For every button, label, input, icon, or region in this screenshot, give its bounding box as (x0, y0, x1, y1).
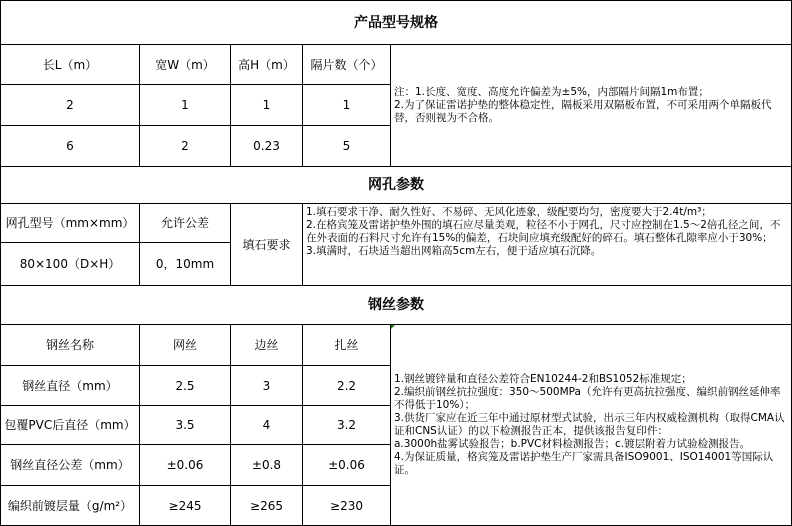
spec-note-line-1: 注：1.长度、宽度、高度允许偏差为±5%，内部隔片间隔1m布置； (394, 86, 709, 98)
mesh-fill-line-3: 3.填满时，石块适当超出网箱高5cm左右，便于适应填石沉降。 (306, 245, 602, 257)
spec-row1-length: 2 (0, 84, 140, 126)
wire-row4-tie: ≥230 (302, 485, 391, 526)
mesh-fill-notes (302, 203, 792, 286)
cell-comment-marker (391, 325, 395, 329)
wire-row2-edge: 4 (230, 405, 303, 445)
wire-row3-mesh: ±0.06 (139, 444, 231, 486)
mesh-fill-label: 填石要求 (230, 203, 303, 286)
wire-note-line-2: 2.编织前钢丝抗拉强度：350～500MPa（允许有更高抗拉强度、编织前钢丝延伸率不得低于10%）； (394, 386, 781, 411)
mesh-fill-line-2: 2.在格宾笼及雷诺护垫外围的填石应尽量美观，粒径不小于网孔，尺寸应控制在1.5～2倍孔径之间，不在外表面的石料尺寸允许有15%的偏差，石块间应填充级配好的碎石。填石整体孔隙率应小于30%； (306, 219, 781, 244)
wire-notes (390, 324, 792, 526)
mesh-section-title: 网孔参数 (0, 166, 792, 204)
mesh-header-type: 网孔型号（mm×mm） (0, 203, 140, 243)
spec-row1-partitions: 1 (302, 84, 391, 126)
wire-note-line-5: 4.为保证质量，格宾笼及雷诺护垫生产厂家需具备ISO9001、ISO14001等国际认证。 (394, 451, 774, 476)
wire-row3-edge: ±0.8 (230, 444, 303, 486)
wire-row1-tie: 2.2 (302, 365, 391, 406)
left-border (0, 0, 1, 526)
wire-note-line-1: 1.钢丝镀锌量和直径公差符合EN10244-2和BS1052标准规定； (394, 373, 692, 385)
mesh-fill-line-1: 1.填石要求干净、耐久性好、不易碎、无风化迹象，级配要均匀，密度要大于2.4t/m³； (306, 206, 712, 218)
wire-row3-tie: ±0.06 (302, 444, 391, 486)
mesh-row-tolerance: 0，10mm (139, 242, 231, 286)
spec-header-width: 宽W（m） (139, 44, 231, 85)
spec-section-title: 产品型号规格 (0, 0, 792, 45)
wire-row4-name: 编织前镀层量（g/m²） (0, 485, 140, 526)
mesh-row-type: 80×100（D×H） (0, 242, 140, 286)
spec-row1-width: 1 (139, 84, 231, 126)
wire-row1-edge: 3 (230, 365, 303, 406)
spec-header-partitions: 隔片数（个） (302, 44, 391, 85)
wire-row2-mesh: 3.5 (139, 405, 231, 445)
wire-note-line-4: a.3000h盐雾试验报告；b.PVC材料检测报告；c.镀层附着力试验检测报告。 (394, 438, 751, 450)
wire-section-title: 钢丝参数 (0, 285, 792, 325)
wire-row2-tie: 3.2 (302, 405, 391, 445)
spec-row2-length: 6 (0, 125, 140, 167)
wire-row2-name: 包覆PVC后直径（mm） (0, 405, 140, 445)
spec-row2-width: 2 (139, 125, 231, 167)
wire-row3-name: 钢丝直径公差（mm） (0, 444, 140, 486)
wire-note-line-3: 3.供货厂家应在近三年中通过原材型式试验，出示三年内权威检测机构（取得CMA认证和CNS认证）的以下检测报告正本，提供该报告复印件： (394, 412, 785, 437)
mesh-header-tolerance: 允许公差 (139, 203, 231, 243)
wire-row4-edge: ≥265 (230, 485, 303, 526)
spec-row2-height: 0.23 (230, 125, 303, 167)
spec-row1-height: 1 (230, 84, 303, 126)
wire-header-tie: 扎丝 (302, 324, 391, 366)
spec-note (390, 44, 792, 167)
spec-header-height: 高H（m） (230, 44, 303, 85)
wire-header-mesh: 网丝 (139, 324, 231, 366)
wire-row1-name: 钢丝直径（mm） (0, 365, 140, 406)
wire-header-edge: 边丝 (230, 324, 303, 366)
spec-row2-partitions: 5 (302, 125, 391, 167)
wire-row4-mesh: ≥245 (139, 485, 231, 526)
wire-row1-mesh: 2.5 (139, 365, 231, 406)
wire-header-name: 钢丝名称 (0, 324, 140, 366)
spec-note-line-2: 2.为了保证雷诺护垫的整体稳定性，隔板采用双隔板布置，不可采用两个单隔板代替，否则视为不合格。 (394, 99, 772, 124)
spec-header-length: 长L（m） (0, 44, 140, 85)
